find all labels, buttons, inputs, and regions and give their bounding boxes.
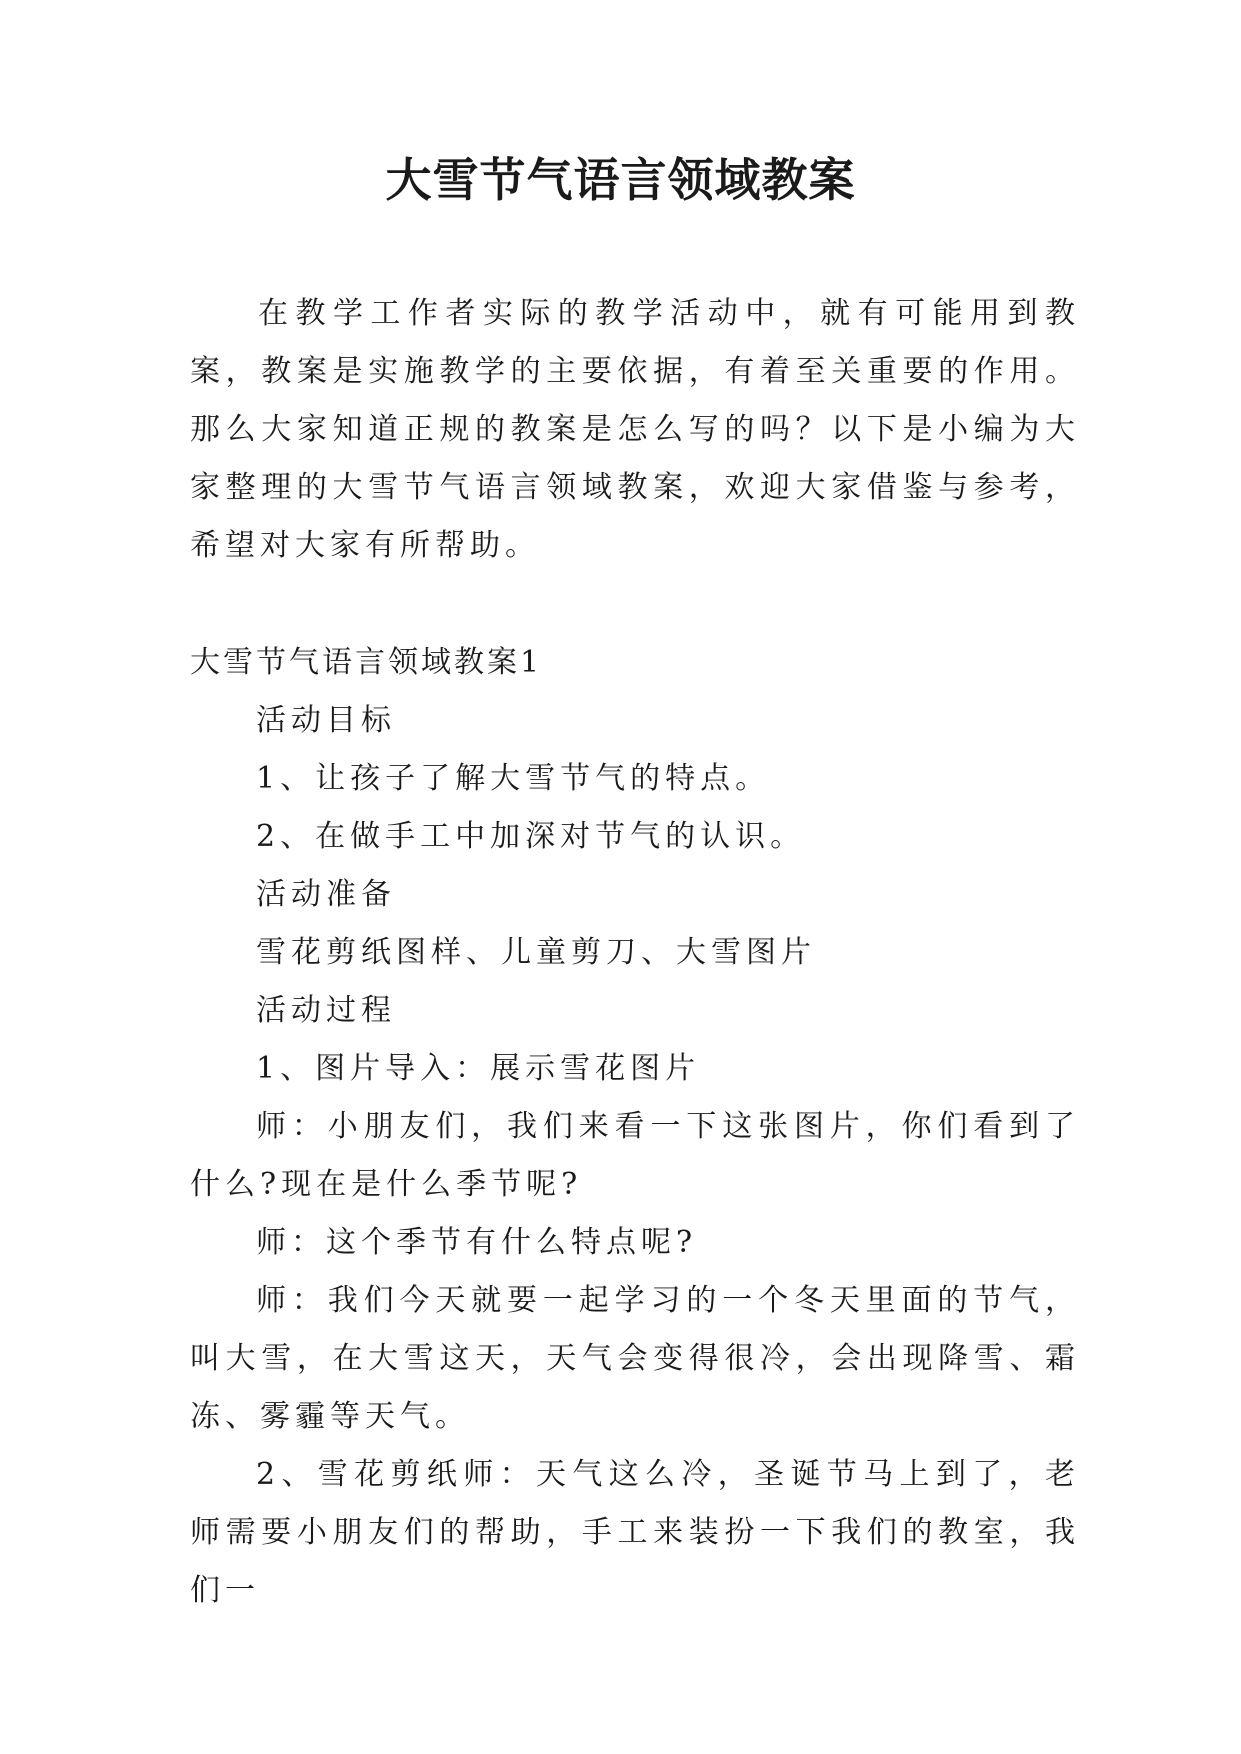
goal-item-2: 2、在做手工中加深对节气的认识。 (256, 819, 806, 854)
teacher-line-2: 师：这个季节有什么特点呢? (256, 1225, 698, 1260)
section-title: 大雪节气语言领域教案1 (190, 645, 543, 680)
document-title: 大雪节气语言领域教案 (385, 153, 856, 207)
teacher-line-3: 师：我们今天就要一起学习的一个冬天里面的节气，叫大雪，在大雪这天，天气会变得很冷，会出现降雪、霜冻、雾霾等天气。 (190, 1283, 1080, 1434)
teacher-line-1: 师：小朋友们，我们来看一下这张图片，你们看到了什么?现在是什么季节呢? (190, 1109, 1080, 1202)
prep-items: 雪花剪纸图样、儿童剪刀、大雪图片 (256, 935, 816, 970)
lesson-plan-section (190, 634, 1080, 1620)
goal-heading: 活动目标 (256, 703, 396, 738)
process-step-2: 2、雪花剪纸师：天气这么冷，圣诞节马上到了，老师需要小朋友们的帮助，手工来装扮一下我们的教室，我们一 (190, 1457, 1080, 1608)
goal-item-1: 1、让孩子了解大雪节气的特点。 (256, 761, 771, 796)
process-heading: 活动过程 (256, 993, 396, 1028)
intro-paragraph: 在教学工作者实际的教学活动中，就有可能用到教案，教案是实施教学的主要依据，有着至关重要的作用。那么大家知道正规的教案是怎么写的吗？以下是小编为大家整理的大雪节气语言领域教案，欢迎大家借鉴与参考，希望对大家有所帮助。 (190, 296, 1080, 563)
prep-heading: 活动准备 (256, 877, 396, 912)
process-step-1: 1、图片导入：展示雪花图片 (256, 1051, 701, 1086)
